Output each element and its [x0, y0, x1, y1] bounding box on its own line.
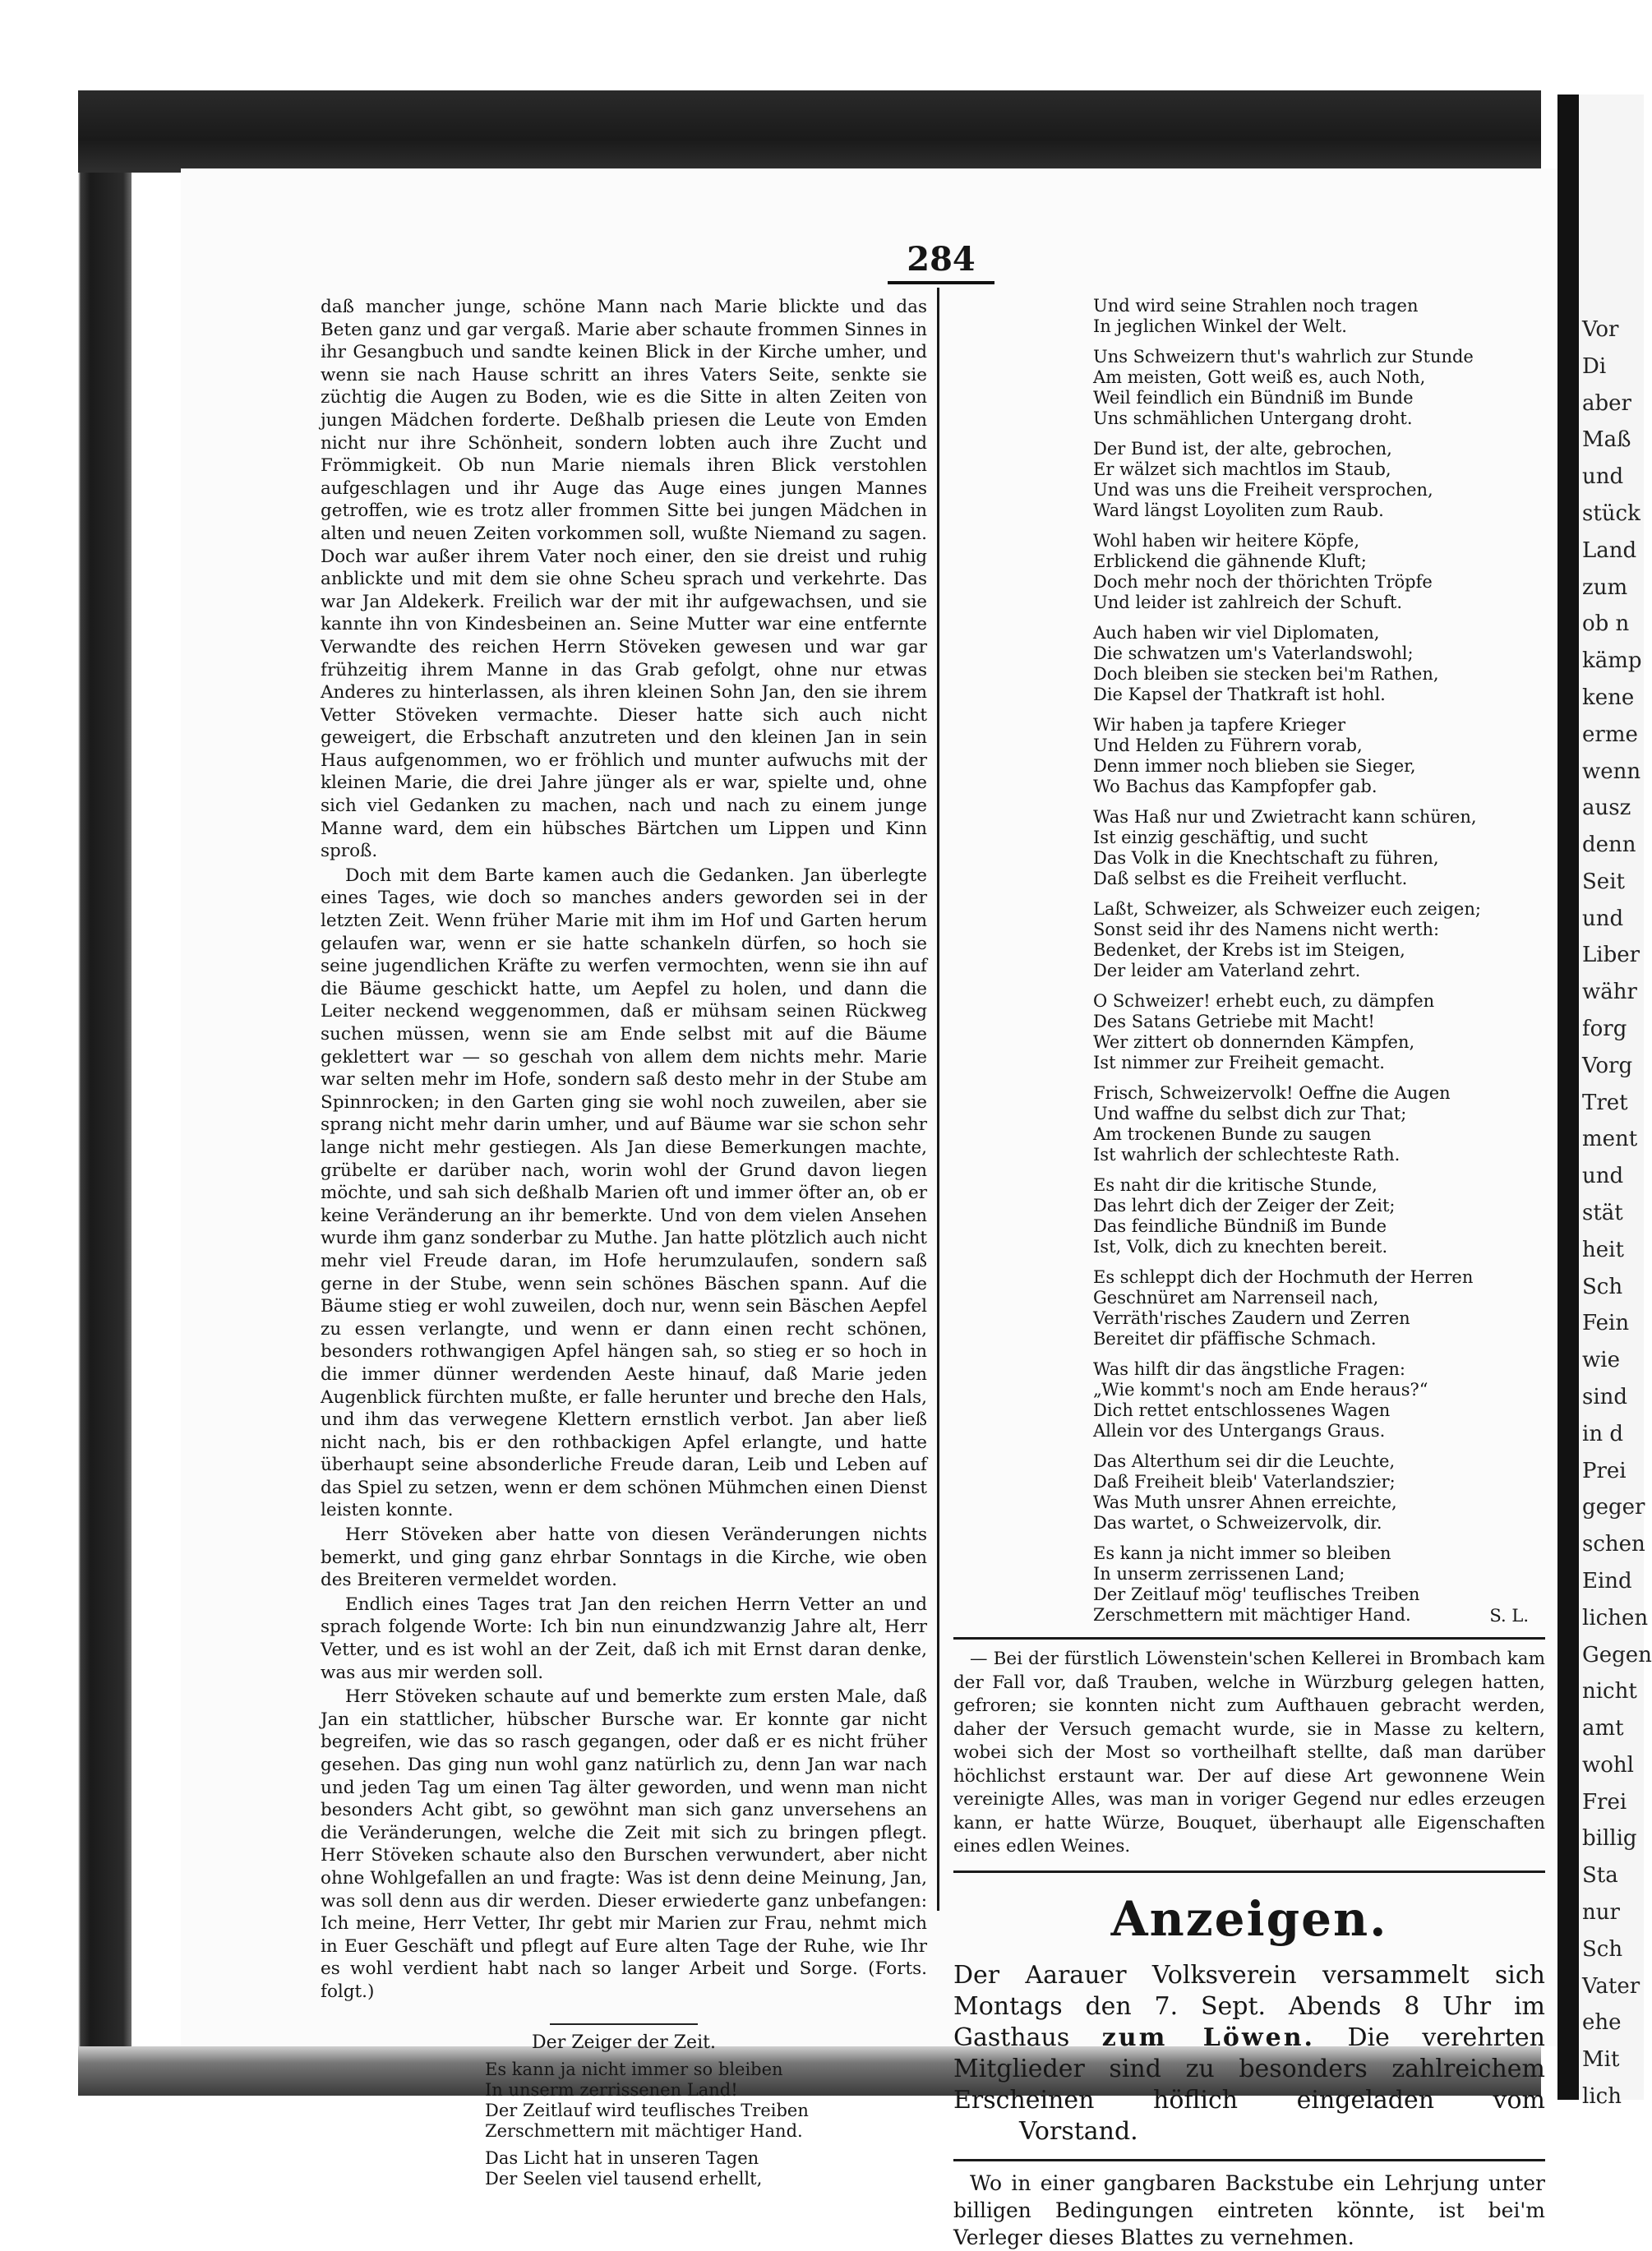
- neighbor-text-fragment: denn: [1582, 833, 1636, 857]
- neighbor-text-fragment: ehe: [1582, 2010, 1622, 2035]
- page-number: 284: [888, 238, 994, 284]
- poem-stanza: [1093, 296, 1545, 337]
- poem-line: Und was uns die Freiheit versprochen,: [1093, 480, 1433, 500]
- advertisement-lehrjung: [953, 2170, 1545, 2251]
- poem-line: Des Satans Getriebe mit Macht!: [1093, 1012, 1375, 1031]
- poem-line: Dich rettet entschlossenes Wagen: [1093, 1400, 1391, 1420]
- neighbor-text-fragment: Frei: [1582, 1790, 1627, 1815]
- left-column: [321, 296, 927, 2196]
- neighbor-text-fragment: Sch: [1582, 1937, 1623, 1962]
- poem-line: Bedenket, der Krebs ist im Steigen,: [1093, 940, 1405, 960]
- poem-stanza: [1093, 1267, 1545, 1349]
- neighbor-text-fragment: aber: [1582, 391, 1631, 416]
- neighbor-text-fragment: Vor: [1582, 317, 1619, 342]
- neighbor-text-fragment: Sch: [1582, 1275, 1623, 1299]
- poem-line: Doch mehr noch der thörichten Tröpfe: [1093, 572, 1433, 592]
- neighbor-text-fragment: wohl: [1582, 1753, 1634, 1778]
- poem-stanza: [1093, 991, 1545, 1073]
- poem-line: Uns Schweizern thut's wahrlich zur Stunde: [1093, 347, 1474, 367]
- ad-text-part: Die verehrten Mitglieder sind zu besonders zahlreichem Erscheinen höflich eingeladen vom: [953, 2023, 1545, 2115]
- scan-binding-edge: [0, 90, 132, 2096]
- poem-line: In unserm zerrissenen Land;: [1093, 1564, 1345, 1584]
- article-paragraph: Doch mit dem Barte kamen auch die Gedanken. Jan überlegte eines Tages, wie doch so manches anders geworden sei in der letzten Zeit. Wenn früher Marie mit ihm im Hof und Garten herum gelaufen war, wenn er sie hatte schankeln dürfen, so hoch sie seine jugendlichen Kräfte zu werfen vermochten, wenn sie ihn auf die Bäume geschickt hatte, um Aepfel zu holen, und dann die Leiter neckend weggenommen, daß er mühsam seinen Rückweg suchen müssen, wenn sie am Ende selbst mit auf die Bäume geklettert war — so geschah von allem dem nichts mehr. Marie war selten mehr im Hofe, sondern saß desto mehr in der Stube am Spinnrocken; in den Garten ging sie wohl noch zuweilen, aber sie sprang nicht mehr darin umher, und auf Bäume war sie schon sehr lange nicht mehr gestiegen. Als Jan diese Bemerkungen machte, grübelte er darüber nach, worin wohl der Grund davon liegen möchte, und sah sich deßhalb Marien oft und immer öfter an, ob er keine Veränderung an ihr bemerkte. Und von dem vielen Ansehen wurde ihm ganz sonderbar zu Muthe. Jan hatte plötzlich auch nicht mehr viel Freude daran, im Hofe herumzulaufen, sondern saß gerne in der Stube, wenn sein schönes Bäschen spann. Auf die Bäume stieg er wohl zuweilen, doch nur, wenn sein Bäschen Aepfel zu essen verlangte, und wenn er dann einen recht schönen, besonders rothwangigen Apfel hängen sah, so stieg er so hoch in die immer dünner werdenden Aeste hinauf, daß Marie jeden Augenblick fürchten mußte, er falle herunter und breche den Hals, und ihm das verwegene Klettern ernstlich verbot. Jan aber ließ nicht nach, bis er den rothbackigen Apfel erlangte, und hatte überhaupt seine absonderliche Freude daran, Leib und Leben auf das Spiel zu setzen, wenn er dem schönen Mühmchen einen Dienst leisten konnte.: [321, 865, 927, 1521]
- ad-venue: zum Löwen.: [1101, 2023, 1315, 2052]
- poem-line: Es kann ja nicht immer so bleiben: [485, 2059, 783, 2079]
- neighbor-text-fragment: lichen: [1582, 1606, 1649, 1631]
- poem-line: Es schleppt dich der Hochmuth der Herren: [1093, 1267, 1474, 1287]
- poem-der-zeiger-der-zeit: [321, 2023, 927, 2189]
- neighbor-text-fragment: ob n: [1582, 611, 1630, 636]
- neighbor-text-fragment: forg: [1582, 1017, 1627, 1041]
- ad-signer: Vorstand.: [1019, 2116, 1138, 2146]
- ad-text: [953, 1960, 1545, 2147]
- poem-line: Geschnüret am Narrenseil nach,: [1093, 1288, 1379, 1308]
- neighbor-text-fragment: Liber: [1582, 943, 1640, 967]
- poem-stanza: [1093, 1451, 1545, 1534]
- poem-line: Allein vor des Untergangs Graus.: [1093, 1421, 1386, 1441]
- neighbor-text-fragment: wie: [1582, 1348, 1620, 1372]
- poem-line: Das wartet, o Schweizervolk, dir.: [1093, 1513, 1382, 1533]
- poem-line: Weil feindlich ein Bündniß im Bunde: [1093, 388, 1414, 408]
- poem-line: Uns schmählichen Untergang droht.: [1093, 408, 1413, 428]
- poem-line: Frisch, Schweizervolk! Oeffne die Augen: [1093, 1083, 1451, 1103]
- poem-title: Der Zeiger der Zeit.: [532, 2032, 716, 2053]
- poem-line: Der leider am Vaterland zehrt.: [1093, 961, 1361, 980]
- neighbor-text-fragment: geger: [1582, 1495, 1645, 1520]
- neighbor-text-fragment: ausz: [1582, 796, 1631, 820]
- poem-line: Was Haß nur und Zwietracht kann schüren,: [1093, 807, 1477, 827]
- poem-line: Der Seelen viel tausend erhellt,: [485, 2168, 763, 2189]
- poem-line: Wo Bachus das Kampfopfer gab.: [1093, 777, 1377, 796]
- poem-line: Ist einzig geschäftig, und sucht: [1093, 828, 1368, 847]
- poem-line: Was hilft dir das ängstliche Fragen:: [1093, 1359, 1405, 1379]
- poem-stanza: [1093, 1175, 1545, 1257]
- neighbor-text-fragment: sind: [1582, 1385, 1628, 1409]
- poem-stanza: [1093, 531, 1545, 613]
- section-divider: [953, 2159, 1545, 2161]
- poem-line: Am trockenen Bunde zu saugen: [1093, 1124, 1372, 1144]
- poem-line: Sonst seid ihr des Namens nicht werth:: [1093, 920, 1440, 939]
- poem-signature: S. L.: [1489, 1606, 1529, 1626]
- poem-line: Der Zeitlauf wird teuflisches Treiben: [485, 2100, 809, 2120]
- section-divider: [550, 2023, 698, 2025]
- poem-stanza: [1093, 899, 1545, 981]
- poem-line: Ist nimmer zur Freiheit gemacht.: [1093, 1053, 1385, 1072]
- news-item: [953, 1648, 1545, 1859]
- neighbor-text-fragment: erme: [1582, 722, 1638, 747]
- neighbor-text-fragment: währ: [1582, 980, 1637, 1004]
- poem-line: Verräth'risches Zaudern und Zerren: [1093, 1308, 1410, 1328]
- article-paragraph: Herr Stöveken aber hatte von diesen Veränderungen nichts bemerkt, und ging ganz ehrbar Sonntags in die Kirche, wie oben des Breiteren vermeldet worden.: [321, 1524, 927, 1591]
- neighbor-text-fragment: Land: [1582, 538, 1637, 563]
- poem-stanza: [1093, 623, 1545, 705]
- poem-stanza: [1093, 1083, 1545, 1165]
- neighbor-text-fragment: Maß: [1582, 427, 1631, 452]
- poem-line: Bereitet dir pfäffische Schmach.: [1093, 1329, 1377, 1349]
- poem-line: Laßt, Schweizer, als Schweizer euch zeigen;: [1093, 899, 1481, 919]
- neighbor-text-fragment: heit: [1582, 1238, 1624, 1262]
- poem-line: Er wälzet sich machtlos im Staub,: [1093, 459, 1391, 479]
- poem-stanza: [485, 2148, 927, 2189]
- ad-text-part: Der Aarauer Volksverein versammelt sich Montags den 7. Sept. Abends 8 Uhr im Gasthaus: [953, 1960, 1545, 2052]
- poem-line: Zerschmettern mit mächtiger Hand.: [485, 2120, 803, 2141]
- neighbor-text-fragment: schen: [1582, 1532, 1645, 1557]
- article-paragraph: [321, 1686, 927, 2003]
- neighbor-text-fragment: und: [1582, 1164, 1624, 1188]
- poem-stanza: [1093, 807, 1545, 889]
- poem-line: Und wird seine Strahlen noch tragen: [1093, 296, 1419, 316]
- article-paragraph: daß mancher junge, schöne Mann nach Marie blickte und das Beten ganz und gar vergaß. Marie aber schaute frommen Sinnes in ihr Gesangbuch und sandte keinen Blick in der Kirche umher, und wenn sie nach Hause schritt an ihres Vaters Seite, senkte sie züchtig die Augen zu Boden, wie es die Sitte in alten Zeiten von jungen Mädchen forderte. Deßhalb priesen die Leute von Emden nicht nur ihre Schönheit, sondern lobten auch ihre Zucht und Frömmigkeit. Ob nun Marie niemals ihren Blick verstohlen aufgeschlagen und ihr Auge das Auge eines jungen Mannes getroffen, wie es trotz aller frommen Sitte bei jungen Mädchen in alten und neuen Zeiten vorkommen soll, wußte Niemand zu sagen. Doch war außer ihrem Vater noch einer, den sie dreist und ruhig anblickte und mit dem sie ohne Scheu sprach und verkehrte. Das war Jan Aldekerk. Freilich war der mit ihr aufgewachsen, und sie kannte ihn von Kindesbeinen an. Seine Mutter war eine entfernte Verwandte des reichen Herrn Stöveken gewesen und war gar frühzeitig ihrem Manne in das Grab gefolgt, ohne nur etwas Anderes zu hinterlassen, als ihren kleinen Sohn Jan, den sie ihrem Vetter Stöveken vermachte. Dieser hatte sich auch nicht geweigert, die Erbschaft anzutreten und den kleinen Jan in sein Haus aufgenommen, wo er fröhlich und munter aufwuchs mit der kleinen Marie, die drei Jahre jünger als er war, spielte und, ohne sich viel Gedanken zu machen, nach und nach zu einem junge Manne ward, dem ein hübsches Bärtchen um Lippen und Kinn sproß.: [321, 297, 927, 862]
- neighbor-text-fragment: in d: [1582, 1422, 1623, 1446]
- poem-line: Daß selbst es die Freiheit verflucht.: [1093, 869, 1408, 888]
- neighbor-text-fragment: kämp: [1582, 648, 1642, 673]
- poem-line: Das Alterthum sei dir die Leuchte,: [1093, 1451, 1396, 1471]
- poem-line: Die Kapsel der Thatkraft ist hohl.: [1093, 685, 1386, 704]
- poem-line: Das Volk in die Knechtschaft zu führen,: [1093, 848, 1439, 868]
- neighbor-text-fragment: nicht: [1582, 1679, 1637, 1704]
- neighbor-text-fragment: Vater: [1582, 1974, 1640, 1999]
- right-column: [953, 296, 1545, 2251]
- ads-heading: Anzeigen.: [1110, 1890, 1388, 1947]
- neighbor-text-fragment: kene: [1582, 685, 1635, 710]
- poem-line: Zerschmettern mit mächtiger Hand.: [1093, 1605, 1411, 1625]
- poem-line: Wohl haben wir heitere Köpfe,: [1093, 531, 1360, 551]
- poem-stanza: [485, 2060, 927, 2142]
- poem-line: In unserm zerrissenen Land!: [485, 2079, 738, 2100]
- poem-line: Daß Freiheit bleib' Vaterlandszier;: [1093, 1472, 1396, 1492]
- neighbor-text-fragment: Di: [1582, 354, 1607, 379]
- neighbor-text-fragment: Eind: [1582, 1569, 1632, 1594]
- neighbor-text-fragment: und: [1582, 464, 1624, 489]
- poem-line: Denn immer noch blieben sie Sieger,: [1093, 756, 1416, 776]
- continued-note: (Forts. folgt.): [321, 1958, 927, 2002]
- neighbor-text-fragment: Gegen: [1582, 1643, 1652, 1667]
- section-divider: [953, 1870, 1545, 1873]
- neighbor-text-fragment: Tret: [1582, 1091, 1628, 1115]
- poem-line: Das lehrt dich der Zeiger der Zeit;: [1093, 1196, 1396, 1215]
- poem-line: Am meisten, Gott weiß es, auch Noth,: [1093, 367, 1426, 387]
- poem-stanza: [1093, 1359, 1545, 1441]
- poem-line: Der Bund ist, der alte, gebrochen,: [1093, 439, 1392, 459]
- column-divider: [937, 288, 939, 1911]
- poem-line: Auch haben wir viel Diplomaten,: [1093, 623, 1380, 643]
- poem-stanza: [1093, 715, 1545, 797]
- poem-line: Es kann ja nicht immer so bleiben: [1093, 1543, 1391, 1563]
- neighbor-text-fragment: Sta: [1582, 1863, 1618, 1888]
- news-text: — Bei der fürstlich Löwenstein'schen Kellerei in Brombach kam der Fall vor, daß Trauben, welche in Würzburg gelegen hatten, gefroren; sie konnten nicht zum Aufthauen gebracht werden, daher der Versuch gemacht wurde, sie in Masse zu keltern, wobei sich der Most so vortheilhaft stellte, daß man darüber höchlichst erstaunt war. Der auf diese Art gewonnene Wein vereinigte Alles, was man in voriger Gegend nur edles erzeugen kann, er hatte Würze, Bouquet, überhaupt alle Eigenschaften eines edlen Weines.: [953, 1649, 1545, 1857]
- poem-line: Es naht dir die kritische Stunde,: [1093, 1175, 1377, 1195]
- article-paragraph: Endlich eines Tages trat Jan den reichen Herrn Vetter an und sprach folgende Worte: Ich bin nun einundzwanzig Jahre alt, Herr Vetter, und es ist wohl an der Zeit, daß ich mit Ernst daran denke, was aus mir werden soll.: [321, 1594, 927, 1683]
- poem-line: Das Licht hat in unseren Tagen: [485, 2147, 759, 2168]
- poem-line: Und leider ist zahlreich der Schuft.: [1093, 593, 1403, 612]
- neighbor-text-fragment: amt: [1582, 1716, 1624, 1741]
- neighbor-text-fragment: Fein: [1582, 1311, 1630, 1335]
- poem-line: Ward längst Loyoliten zum Raub.: [1093, 500, 1384, 520]
- article-paragraph-text: Herr Stöveken schaute auf und bemerkte zum ersten Male, daß Jan ein stattlicher, hübscher Bursche war. Er konnte gar nicht begreifen, wie das so rasch gegangen, oder daß er es nicht früher gesehen. Das ging nun wohl ganz natürlich zu, denn Jan war nach und jeden Tag um einen Tag älter geworden, und wenn man nicht besonders Acht gibt, so gewöhnt man sich ganz unversehens an die Veränderungen, welche die Zeit mit sich zu bringen pflegt. Herr Stöveken schaute also den Burschen verwundert, aber nicht ohne Wohlgefallen an und fragte: Was ist denn deine Meinung, Jan, was soll denn aus dir werden. Dieser erwiederte ganz unbefangen: Ich meine, Herr Vetter, Ihr gebt mir Marien zur Frau, nehmt mich in Euer Geschäft und pflegt auf Eure alten Tage der Ruhe, wie Ihr es wohl verdient habt nach so langer Arbeit und Sorge.: [321, 1686, 927, 1980]
- poem-line: In jeglichen Winkel der Welt.: [1093, 316, 1347, 336]
- neighbor-text-fragment: Vorg: [1582, 1054, 1633, 1078]
- neighbor-text-fragment: Seit: [1582, 869, 1625, 894]
- advertisement-volksverein: [953, 1960, 1545, 2147]
- poem-line: Und Helden zu Führern vorab,: [1093, 736, 1363, 755]
- neighbor-page-fragment: [1579, 95, 1652, 2109]
- poem-line: Der Zeitlauf mög' teuflisches Treiben: [1093, 1584, 1420, 1604]
- neighbor-text-fragment: zum: [1582, 575, 1628, 600]
- neighbor-text-fragment: billig: [1582, 1826, 1637, 1851]
- section-divider: [953, 1637, 1545, 1640]
- neighbor-text-fragment: lich: [1582, 2084, 1622, 2109]
- poem-continuation: [953, 296, 1545, 1626]
- poem-line: Ist, Volk, dich zu knechten bereit.: [1093, 1237, 1388, 1257]
- neighbor-text-fragment: stück: [1582, 501, 1640, 526]
- poem-line: Was Muth unsrer Ahnen erreichte,: [1093, 1492, 1397, 1512]
- poem-line: Das feindliche Bündniß im Bunde: [1093, 1216, 1387, 1236]
- poem-line: Die schwatzen um's Vaterlandswohl;: [1093, 643, 1414, 663]
- scan-top-border: [78, 90, 1541, 173]
- neighbor-text-fragment: Prei: [1582, 1459, 1627, 1483]
- neighbor-text-fragment: Mit: [1582, 2047, 1620, 2072]
- poem-line: Und waffne du selbst dich zur That;: [1093, 1104, 1407, 1123]
- scan-gutter: [1557, 95, 1579, 2100]
- poem-line: O Schweizer! erhebt euch, zu dämpfen: [1093, 991, 1435, 1011]
- neighbor-text-fragment: und: [1582, 906, 1624, 931]
- poem-line: Wir haben ja tapfere Krieger: [1093, 715, 1345, 735]
- poem-line: Doch bleiben sie stecken bei'm Rathen,: [1093, 664, 1439, 684]
- ad-text: Wo in einer gangbaren Backstube ein Lehrjung unter billigen Bedingungen eintreten könnte, ist bei'm Verleger dieses Blattes zu vernehmen.: [953, 2170, 1545, 2249]
- neighbor-text-fragment: stät: [1582, 1201, 1623, 1225]
- poem-line: Ist wahrlich der schlechteste Rath.: [1093, 1145, 1401, 1165]
- neighbor-text-fragment: wenn: [1582, 759, 1641, 784]
- poem-stanza: [1093, 347, 1545, 429]
- poem-line: Wer zittert ob donnernden Kämpfen,: [1093, 1032, 1415, 1052]
- neighbor-text-fragment: ment: [1582, 1127, 1638, 1151]
- poem-line: Erblickend die gähnende Kluft;: [1093, 551, 1367, 571]
- neighbor-text-fragment: nur: [1582, 1900, 1620, 1925]
- poem-line: „Wie kommt's noch am Ende heraus?“: [1093, 1380, 1428, 1400]
- poem-stanza: [1093, 439, 1545, 521]
